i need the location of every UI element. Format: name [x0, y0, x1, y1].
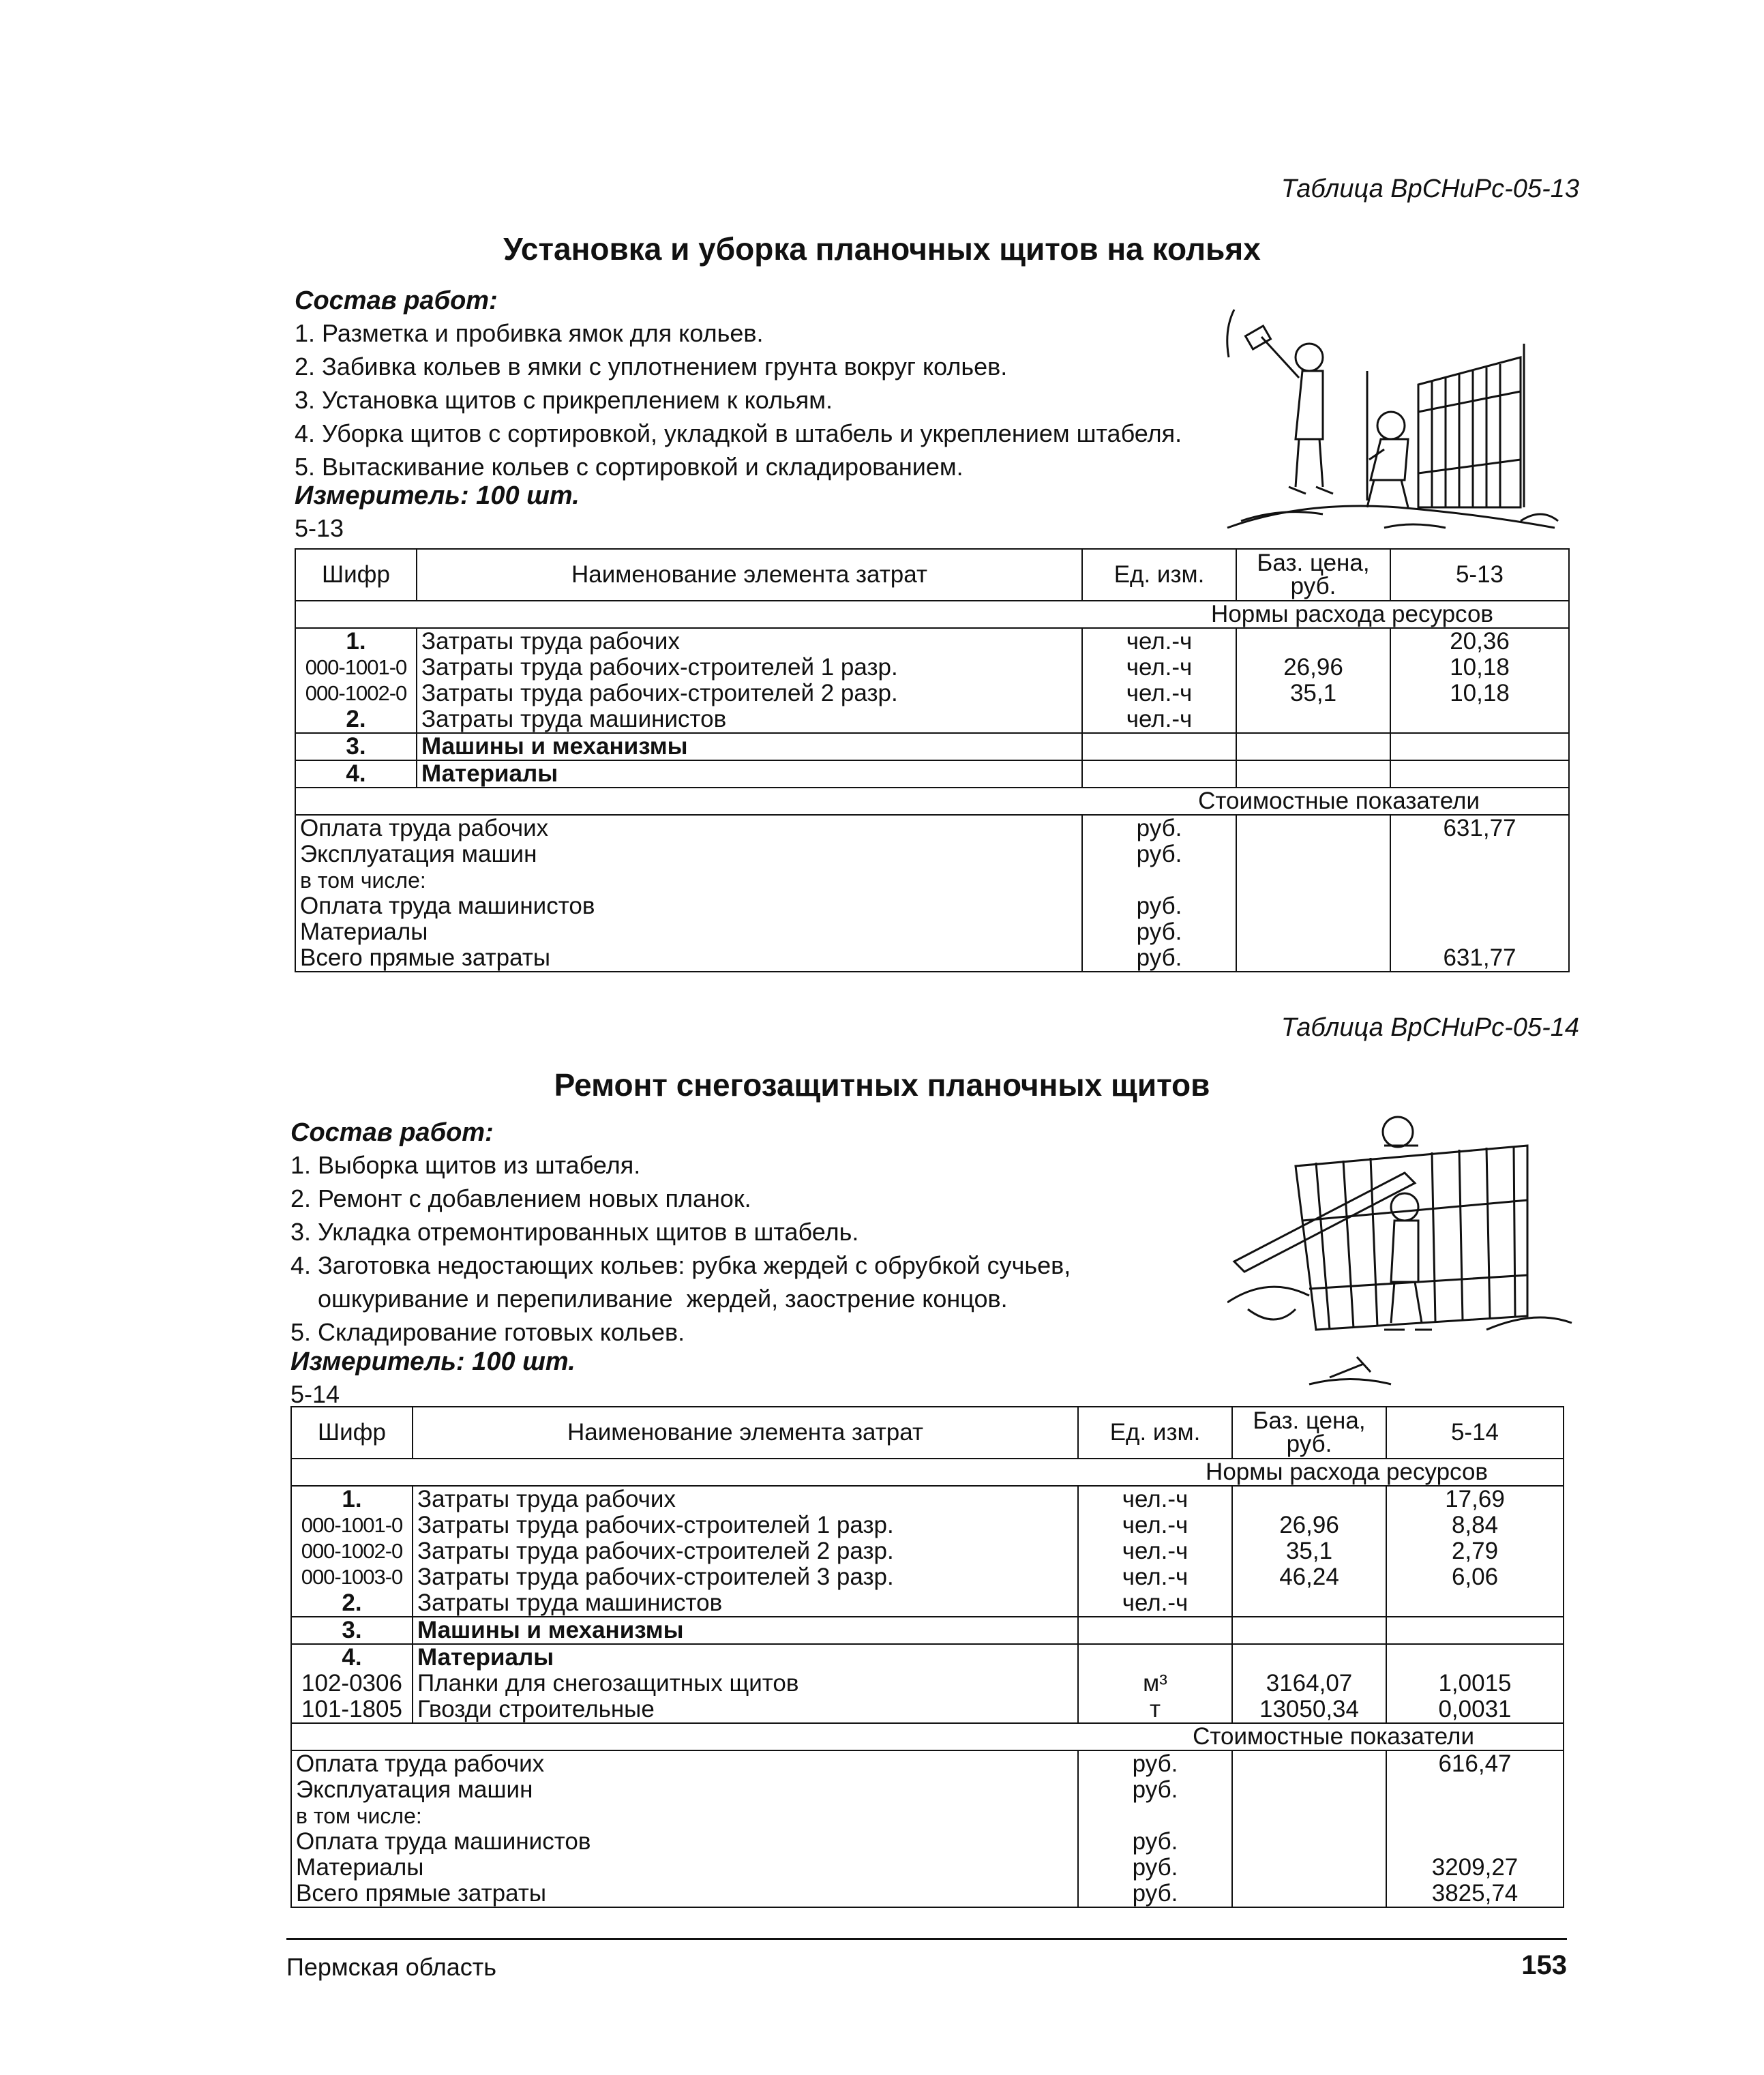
section-title-05-13: Установка и уборка планочных щитов на кольях: [503, 231, 1261, 267]
row-price: [1236, 706, 1390, 733]
work-step: 5. Вытаскивание кольев с сортировкой и складированием.: [295, 453, 963, 481]
cost-price: [1232, 1829, 1386, 1855]
row-name: Затраты труда рабочих: [413, 1486, 1078, 1512]
row-unit: м³: [1078, 1671, 1232, 1697]
work-step: 4. Уборка щитов с сортировкой, укладкой в штабель и укреплением штабеля.: [295, 419, 1182, 447]
row-price: 35,1: [1236, 681, 1390, 706]
work-step: 3. Установка щитов с прикреплением к кольям.: [295, 386, 833, 414]
cost-price: [1232, 1750, 1386, 1777]
cost-name: в том числе:: [295, 867, 1082, 893]
cost-price: [1232, 1881, 1386, 1907]
cost-price: [1232, 1855, 1386, 1881]
norms-caption: Нормы расхода ресурсов: [295, 601, 1569, 628]
cost-price: [1236, 815, 1390, 841]
norms-caption-row: [295, 601, 1569, 628]
row-value: [1386, 1617, 1564, 1644]
row-price: 26,96: [1236, 655, 1390, 681]
row-value: 8,84: [1386, 1512, 1564, 1538]
row-code: 000-1001-0: [295, 655, 417, 681]
row-name: Затраты труда рабочих-строителей 3 разр.: [413, 1564, 1078, 1590]
row-unit: чел.-ч: [1078, 1590, 1232, 1617]
work-step: 1. Разметка и пробивка ямок для кольев.: [295, 319, 764, 347]
cost-unit: руб.: [1078, 1881, 1232, 1907]
row-price: [1232, 1486, 1386, 1512]
work-step: 2. Ремонт с добавлением новых планок.: [290, 1184, 751, 1212]
row-price: 13050,34: [1232, 1697, 1386, 1723]
table-row: [295, 733, 1569, 760]
cost-price: [1236, 893, 1390, 919]
table-row: [291, 1644, 1564, 1671]
row-unit: [1078, 1617, 1232, 1644]
row-value: [1390, 760, 1569, 788]
cost-name: Эксплуатация машин: [295, 841, 1082, 867]
row-value: [1390, 733, 1569, 760]
row-value: 10,18: [1390, 655, 1569, 681]
cost-name: Материалы: [291, 1855, 1078, 1881]
row-code: 3.: [291, 1617, 413, 1644]
cost-value: [1390, 893, 1569, 919]
header-unit: Ед. изм.: [1078, 1407, 1232, 1459]
header-unit: Ед. изм.: [1082, 549, 1236, 601]
cost-row: [295, 945, 1569, 972]
row-code: 1.: [291, 1486, 413, 1512]
row-code: 1.: [295, 628, 417, 655]
row-price: [1236, 628, 1390, 655]
cost-value: [1386, 1777, 1564, 1803]
measure-05-13: Измеритель: 100 шт.: [295, 481, 580, 510]
cost-value: [1390, 841, 1569, 867]
composition-heading-05-13: Состав работ:: [295, 286, 498, 315]
cost-unit: руб.: [1082, 815, 1236, 841]
row-price: [1232, 1590, 1386, 1617]
row-unit: чел.-ч: [1078, 1564, 1232, 1590]
cost-unit: руб.: [1082, 945, 1236, 972]
row-value: 2,79: [1386, 1538, 1564, 1564]
work-step: 4. Заготовка недостающих кольев: рубка жердей с обрубкой сучьев,: [290, 1251, 1071, 1279]
cost-value: [1390, 867, 1569, 893]
cost-unit: руб.: [1082, 893, 1236, 919]
row-unit: чел.-ч: [1078, 1512, 1232, 1538]
cost-row: [291, 1855, 1564, 1881]
cost-name: Всего прямые затраты: [291, 1881, 1078, 1907]
resource-table-05-14: [290, 1406, 1564, 1908]
row-name: Затраты труда рабочих-строителей 1 разр.: [413, 1512, 1078, 1538]
table-row: [291, 1697, 1564, 1723]
cost-price: [1236, 945, 1390, 972]
cost-unit: руб.: [1078, 1855, 1232, 1881]
cost-unit: [1078, 1803, 1232, 1829]
row-name: Затраты труда рабочих: [417, 628, 1082, 655]
table-ref-05-14: Таблица ВрСНиРс-05-14: [1281, 1013, 1579, 1042]
row-name: Материалы: [417, 760, 1082, 788]
row-unit: чел.-ч: [1082, 681, 1236, 706]
cost-value: 616,47: [1386, 1750, 1564, 1777]
work-step: ошкуривание и перепиливание жердей, заострение концов.: [290, 1285, 1008, 1313]
row-price: [1236, 733, 1390, 760]
cost-row: [295, 893, 1569, 919]
row-price: 26,96: [1232, 1512, 1386, 1538]
row-price: [1236, 760, 1390, 788]
cost-name: Оплата труда машинистов: [295, 893, 1082, 919]
section-title-05-14: Ремонт снегозащитных планочных щитов: [554, 1067, 1210, 1103]
cost-caption: Стоимостные показатели: [295, 788, 1569, 815]
cost-price: [1236, 867, 1390, 893]
table-row: [295, 628, 1569, 655]
row-value: 20,36: [1390, 628, 1569, 655]
header-code: Шифр: [291, 1407, 413, 1459]
row-unit: [1082, 760, 1236, 788]
table-row: [295, 681, 1569, 706]
cost-row: [291, 1777, 1564, 1803]
workers-installing-panel-illustration: [1221, 303, 1561, 541]
row-name: Материалы: [413, 1644, 1078, 1671]
cost-unit: руб.: [1082, 841, 1236, 867]
cost-name: Оплата труда рабочих: [291, 1750, 1078, 1777]
table-row: [291, 1486, 1564, 1512]
code-05-14: 5-14: [290, 1380, 340, 1408]
norms-caption-row: [291, 1459, 1564, 1486]
cost-value: [1386, 1803, 1564, 1829]
norms-caption: Нормы расхода ресурсов: [291, 1459, 1564, 1486]
cost-price: [1232, 1803, 1386, 1829]
header-norm-code: 5-14: [1386, 1407, 1564, 1459]
cost-unit: руб.: [1078, 1750, 1232, 1777]
workers-repairing-panel-illustration: [1227, 1105, 1575, 1391]
row-value: 17,69: [1386, 1486, 1564, 1512]
cost-name: Эксплуатация машин: [291, 1777, 1078, 1803]
table-header-row: [295, 549, 1569, 601]
work-step: 2. Забивка кольев в ямки с уплотнением грунта вокруг кольев.: [295, 353, 1008, 380]
cost-row: [295, 815, 1569, 841]
cost-value: 3825,74: [1386, 1881, 1564, 1907]
row-name: Планки для снегозащитных щитов: [413, 1671, 1078, 1697]
row-unit: чел.-ч: [1082, 628, 1236, 655]
work-step: 5. Складирование готовых кольев.: [290, 1318, 685, 1346]
cost-row: [291, 1881, 1564, 1907]
table-header-row: [291, 1407, 1564, 1459]
cost-row: [291, 1750, 1564, 1777]
table-row: [291, 1617, 1564, 1644]
cost-name: Оплата труда машинистов: [291, 1829, 1078, 1855]
cost-caption-row: [291, 1723, 1564, 1750]
cost-row: [295, 867, 1569, 893]
row-price: 3164,07: [1232, 1671, 1386, 1697]
measure-05-14: Измеритель: 100 шт.: [290, 1347, 575, 1376]
row-value: 10,18: [1390, 681, 1569, 706]
work-steps-05-13: [295, 316, 1182, 483]
row-name: Гвозди строительные: [413, 1697, 1078, 1723]
page-number: 153: [1521, 1950, 1567, 1980]
cost-name: Всего прямые затраты: [295, 945, 1082, 972]
work-step: 1. Выборка щитов из штабеля.: [290, 1151, 641, 1179]
cost-value: 631,77: [1390, 815, 1569, 841]
table-row: [291, 1512, 1564, 1538]
work-step: 3. Укладка отремонтированных щитов в штабель.: [290, 1218, 859, 1246]
cost-unit: руб.: [1078, 1777, 1232, 1803]
row-code: 000-1002-0: [295, 681, 417, 706]
table-row: [291, 1564, 1564, 1590]
footer-divider: [286, 1938, 1567, 1940]
row-unit: [1082, 733, 1236, 760]
table-row: [295, 760, 1569, 788]
cost-price: [1232, 1777, 1386, 1803]
cost-name: Материалы: [295, 919, 1082, 945]
cost-value: [1386, 1829, 1564, 1855]
header-code: Шифр: [295, 549, 417, 601]
row-code: 4.: [295, 760, 417, 788]
cost-value: [1390, 919, 1569, 945]
row-unit: чел.-ч: [1082, 655, 1236, 681]
resource-table-05-13: [295, 548, 1570, 972]
cost-unit: [1082, 867, 1236, 893]
code-05-13: 5-13: [295, 514, 344, 542]
row-value: [1386, 1644, 1564, 1671]
row-price: 46,24: [1232, 1564, 1386, 1590]
cost-value: 631,77: [1390, 945, 1569, 972]
row-name: Затраты труда рабочих-строителей 2 разр.: [417, 681, 1082, 706]
row-value: [1390, 706, 1569, 733]
cost-price: [1236, 919, 1390, 945]
row-value: 0,0031: [1386, 1697, 1564, 1723]
table-row: [291, 1538, 1564, 1564]
row-unit: [1078, 1644, 1232, 1671]
row-code: 000-1003-0: [291, 1564, 413, 1590]
work-steps-05-14: [290, 1148, 1071, 1349]
row-value: [1386, 1590, 1564, 1617]
cost-caption: Стоимостные показатели: [291, 1723, 1564, 1750]
row-name: Затраты труда рабочих-строителей 1 разр.: [417, 655, 1082, 681]
row-unit: чел.-ч: [1078, 1538, 1232, 1564]
composition-heading-05-14: Состав работ:: [290, 1118, 494, 1147]
row-price: [1232, 1617, 1386, 1644]
header-norm-code: 5-13: [1390, 549, 1569, 601]
cost-row: [295, 841, 1569, 867]
cost-unit: руб.: [1078, 1829, 1232, 1855]
row-code: 2.: [295, 706, 417, 733]
table-row: [291, 1590, 1564, 1617]
row-unit: чел.-ч: [1082, 706, 1236, 733]
row-price: 35,1: [1232, 1538, 1386, 1564]
row-unit: т: [1078, 1697, 1232, 1723]
row-code: 4.: [291, 1644, 413, 1671]
row-code: 101-1805: [291, 1697, 413, 1723]
table-row: [295, 706, 1569, 733]
cost-price: [1236, 841, 1390, 867]
row-value: 1,0015: [1386, 1671, 1564, 1697]
row-code: 2.: [291, 1590, 413, 1617]
row-name: Затраты труда рабочих-строителей 2 разр.: [413, 1538, 1078, 1564]
row-unit: чел.-ч: [1078, 1486, 1232, 1512]
header-name: Наименование элемента затрат: [417, 549, 1082, 601]
footer-region: Пермская область: [286, 1953, 497, 1981]
row-code: 102-0306: [291, 1671, 413, 1697]
table-row: [295, 655, 1569, 681]
cost-name: в том числе:: [291, 1803, 1078, 1829]
row-name: Машины и механизмы: [417, 733, 1082, 760]
row-name: Затраты труда машинистов: [417, 706, 1082, 733]
cost-name: Оплата труда рабочих: [295, 815, 1082, 841]
row-code: 000-1002-0: [291, 1538, 413, 1564]
row-code: 000-1001-0: [291, 1512, 413, 1538]
row-name: Затраты труда машинистов: [413, 1590, 1078, 1617]
cost-caption-row: [295, 788, 1569, 815]
header-base-price: Баз. цена, руб.: [1232, 1407, 1386, 1459]
cost-value: 3209,27: [1386, 1855, 1564, 1881]
table-row: [291, 1671, 1564, 1697]
cost-row: [291, 1803, 1564, 1829]
row-name: Машины и механизмы: [413, 1617, 1078, 1644]
table-ref-05-13: Таблица ВрСНиРс-05-13: [1281, 175, 1579, 203]
cost-row: [295, 919, 1569, 945]
cost-row: [291, 1829, 1564, 1855]
row-code: 3.: [295, 733, 417, 760]
row-value: 6,06: [1386, 1564, 1564, 1590]
row-price: [1232, 1644, 1386, 1671]
cost-unit: руб.: [1082, 919, 1236, 945]
header-base-price: Баз. цена, руб.: [1236, 549, 1390, 601]
header-name: Наименование элемента затрат: [413, 1407, 1078, 1459]
